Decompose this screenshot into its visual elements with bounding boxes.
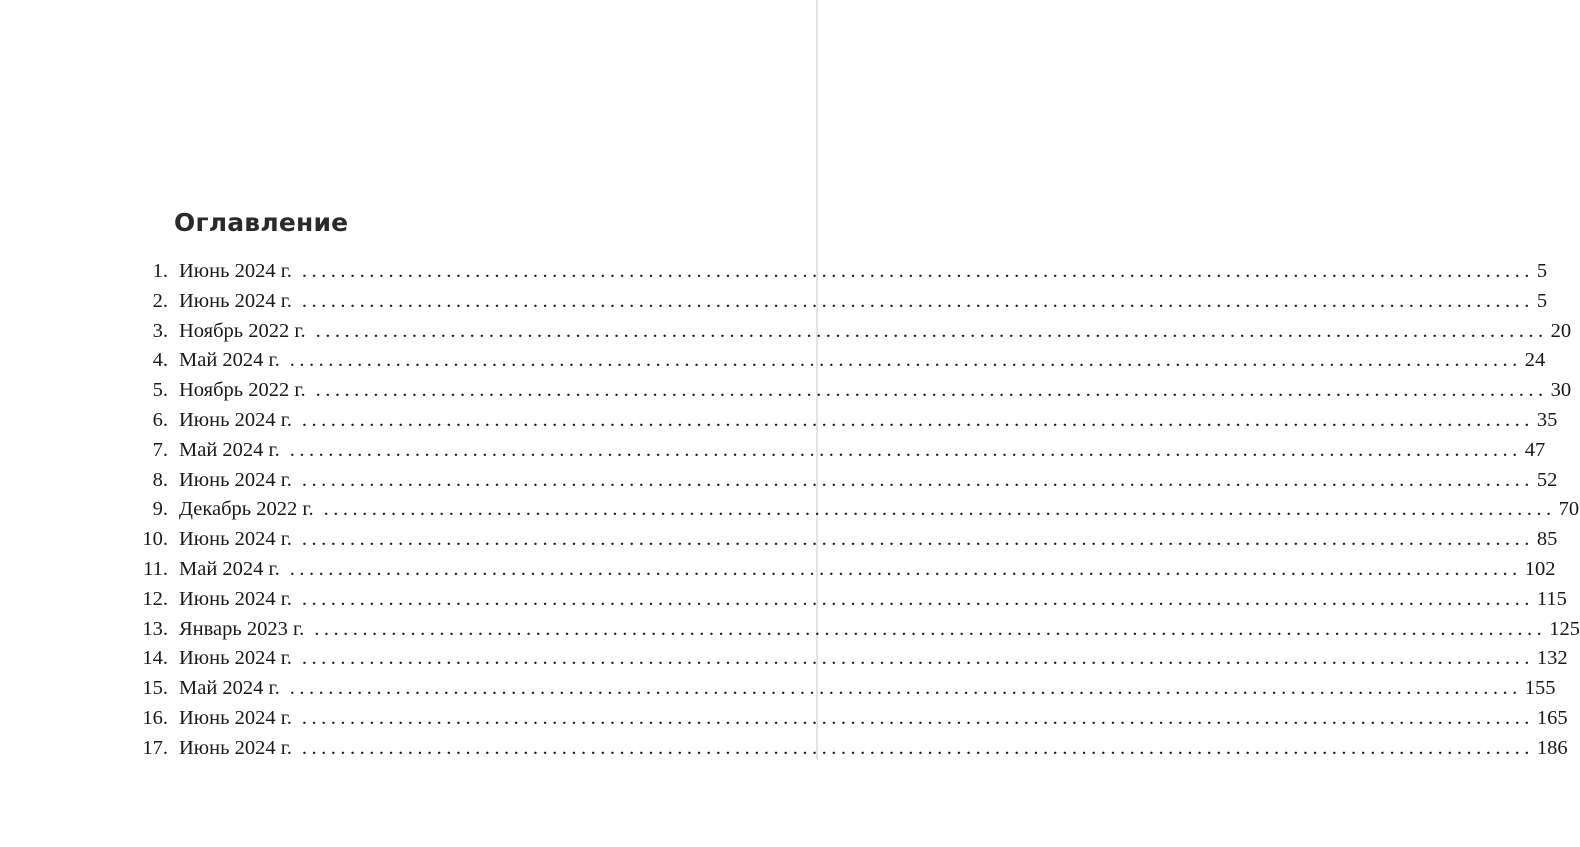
toc-dot-leader: ................................................................................................................................ (301, 587, 1534, 610)
toc-entry-number: 1. (152, 260, 168, 282)
toc-entry-number: 8. (152, 468, 168, 491)
toc-entry-title: Июнь 2024 г. (179, 408, 292, 431)
toc-entry-number: 15. (142, 677, 168, 700)
toc-entry[interactable] (128, 734, 1568, 764)
toc-entry-number: 16. (142, 706, 168, 729)
toc-entry-number: 17. (142, 736, 168, 759)
toc-entry-title: Май 2024 г. (179, 677, 280, 700)
toc-entry-page-number: 35 (1536, 408, 1558, 431)
toc-entry-title: Июнь 2024 г. (179, 260, 292, 282)
toc-entry-title: Июнь 2024 г. (179, 647, 292, 670)
toc-title: Оглавление (174, 208, 349, 237)
toc-dot-leader: ................................................................................................................................ (289, 557, 1522, 580)
toc-entry[interactable] (128, 376, 1572, 406)
toc-entry-title: Июнь 2024 г. (179, 289, 292, 312)
toc-entry-page-number: 125 (1549, 617, 1580, 640)
toc-entry[interactable] (128, 436, 1546, 466)
toc-entry[interactable] (128, 495, 1580, 525)
toc-entry-page-number: 70 (1558, 498, 1580, 521)
toc-dot-leader: ................................................................................................................................ (301, 528, 1534, 551)
toc-entry-number: 5. (152, 379, 168, 402)
toc-entry-page-number: 165 (1536, 706, 1568, 729)
toc-entry-page-number: 47 (1524, 438, 1546, 461)
toc-entry-title: Ноябрь 2022 г. (179, 319, 306, 342)
toc-entry-title: Декабрь 2022 г. (179, 498, 314, 521)
toc-entry-number: 6. (152, 408, 168, 431)
toc-entry[interactable] (128, 674, 1556, 704)
toc-list (128, 257, 1580, 764)
toc-entry-page-number: 102 (1524, 557, 1556, 580)
toc-entry-number: 13. (142, 617, 168, 640)
toc-entry-title: Май 2024 г. (179, 557, 280, 580)
toc-entry-page-number: 20 (1550, 319, 1572, 342)
toc-entry-page-number: 30 (1550, 379, 1572, 402)
toc-dot-leader: ................................................................................................................................ (289, 438, 1522, 461)
toc-entry-page-number: 5 (1536, 289, 1548, 312)
toc-dot-leader: ................................................................................................................................ (301, 260, 1534, 282)
toc-entry[interactable] (128, 346, 1546, 376)
toc-dot-leader: ................................................................................................................................ (301, 289, 1534, 312)
toc-entry-number: 11. (143, 557, 168, 580)
toc-entry[interactable] (128, 555, 1556, 585)
toc-dot-leader: ................................................................................................................................ (301, 736, 1534, 759)
toc-dot-leader: ................................................................................................................................ (315, 319, 1548, 342)
toc-entry-number: 4. (152, 349, 168, 372)
toc-entry-page-number: 5 (1536, 260, 1548, 282)
toc-entry-number: 12. (142, 587, 168, 610)
toc-entry-title: Июнь 2024 г. (179, 706, 292, 729)
toc-dot-leader: ................................................................................................................................ (289, 677, 1522, 700)
toc-entry-title: Июнь 2024 г. (179, 587, 292, 610)
toc-entry-page-number: 132 (1536, 647, 1568, 670)
toc-entry-number: 9. (152, 498, 168, 521)
toc-entry[interactable] (128, 525, 1558, 555)
toc-entry-page-number: 186 (1536, 736, 1568, 759)
toc-entry-number: 2. (152, 289, 168, 312)
toc-entry-title: Май 2024 г. (179, 349, 280, 372)
toc-entry-title: Июнь 2024 г. (179, 468, 292, 491)
toc-entry-page-number: 155 (1524, 677, 1556, 700)
toc-entry-number: 7. (152, 438, 168, 461)
toc-entry-number: 3. (152, 319, 168, 342)
toc-entry-number: 10. (142, 528, 168, 551)
toc-dot-leader: ................................................................................................................................ (289, 349, 1522, 372)
toc-dot-leader: ................................................................................................................................ (301, 706, 1534, 729)
toc-dot-leader: ................................................................................................................................ (315, 379, 1548, 402)
toc-entry[interactable] (128, 406, 1558, 436)
toc-entry-title: Январь 2023 г. (179, 617, 305, 640)
toc-entry-page-number: 24 (1524, 349, 1546, 372)
toc-entry-title: Ноябрь 2022 г. (179, 379, 306, 402)
toc-entry-number: 14. (142, 647, 168, 670)
toc-entry-page-number: 52 (1536, 468, 1558, 491)
toc-dot-leader: ................................................................................................................................ (314, 617, 1547, 640)
toc-entry[interactable] (128, 317, 1572, 347)
toc-entry-title: Май 2024 г. (179, 438, 280, 461)
toc-entry[interactable] (128, 585, 1567, 615)
toc-entry-title: Июнь 2024 г. (179, 528, 292, 551)
toc-entry[interactable] (128, 704, 1568, 734)
toc-entry[interactable] (128, 615, 1580, 645)
toc-dot-leader: ................................................................................................................................ (323, 498, 1556, 521)
toc-entry-title: Июнь 2024 г. (179, 736, 292, 759)
toc-entry-page-number: 85 (1536, 528, 1558, 551)
toc-entry[interactable] (128, 466, 1558, 496)
toc-dot-leader: ................................................................................................................................ (301, 647, 1534, 670)
toc-entry[interactable] (128, 644, 1568, 674)
toc-entry[interactable] (128, 257, 1548, 287)
toc-entry-page-number: 115 (1536, 587, 1567, 610)
toc-dot-leader: ................................................................................................................................ (301, 408, 1534, 431)
toc-dot-leader: ................................................................................................................................ (301, 468, 1534, 491)
toc-entry[interactable] (128, 287, 1548, 317)
